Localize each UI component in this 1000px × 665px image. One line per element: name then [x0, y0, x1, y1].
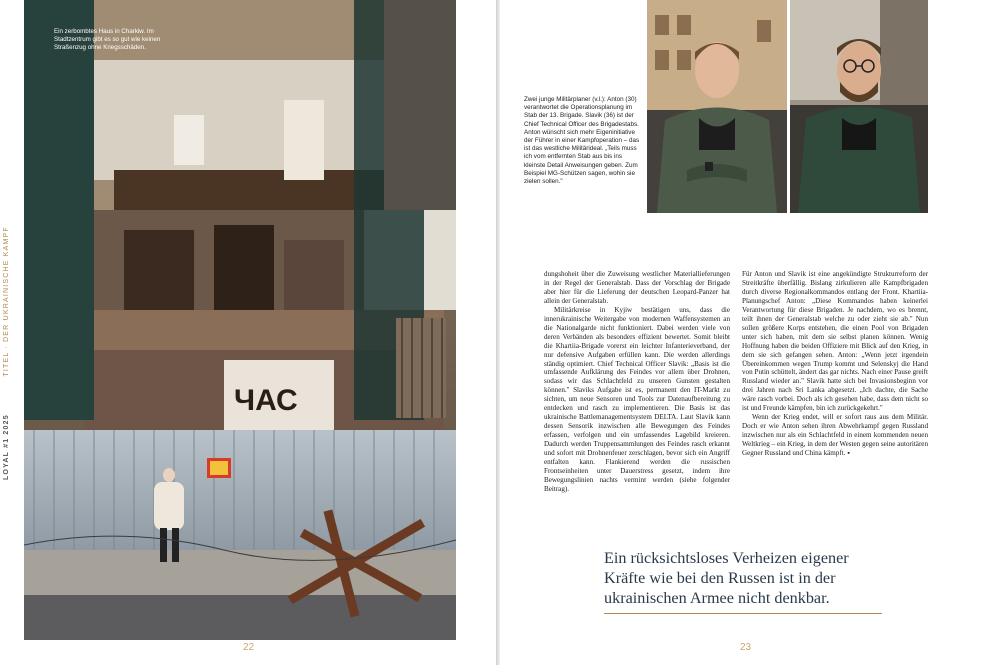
article-column-1: [544, 270, 730, 494]
bombed-house-photo: [24, 0, 456, 640]
column-1-paragraph-1: dungshoheit über die Zuweisung westlicher Materiallieferungen in der Regel der Generalstab. Dass der Vorschlag der Brigade aber hier für die Lieferung der deutschen Leopard-Panzer hat allein der Generalstab.: [544, 270, 730, 305]
page-number-left: 22: [243, 642, 255, 653]
left-page: [0, 0, 496, 665]
side-strip: [0, 0, 24, 665]
section-label: TITEL · DER UKRAINISCHE KAMPF: [3, 226, 10, 377]
page-number-right: 23: [740, 642, 752, 653]
side-running-head: [3, 226, 10, 480]
portrait-anton: [647, 0, 787, 213]
article-column-2: [742, 270, 928, 458]
column-2-paragraph-2: Wenn der Krieg endet, will er sofort raus aus dem Militär. Doch er wie Anton sehen ihren Abwehrkampf gegen Russland inzwischen nur als ein Schlachtfeld in einem kommenden neuen Weltkrieg – ein Krieg, in dem der Westen gegen seine autoritären Gegner Russland und China kämpft. ▪: [742, 413, 928, 458]
magazine-name: LOYAL #1 2025: [3, 414, 10, 480]
photo-caption: Ein zerbombtes Haus in Charkiw. Im Stadtzentrum gibt es so gut wie keinen Straßenzug ohne Kriegsschäden.: [54, 28, 161, 51]
portrait-caption: Zwei junge Militärplaner (v.l.): Anton (30) verantwortet die Operationsplanung im Stab der 13. Brigade. Slavik (36) ist der Chief Technical Officer des Brigadestabs. Anton wünscht sich mehr Eigeninitiative der Führer in einer Kampfoperation – das ist das westliche Militärideal. „Teils muss ich vom entfernten Stab aus bis ins kleinste Detail Anweisungen geben. Zum Beispiel MG-Schützen sagen, wohin sie zielen sollen.": [524, 96, 640, 186]
column-1-paragraph-2: Militärkreise in Kyjiw bestätigen uns, dass die innerukrainische Weitergabe von modernen Waffensystemen an die Nationalgarde nicht funktioniert. Dabei werden viele von deren Verbänden als besonders effizient bewertet. Somit bleibt die Khartiia-Brigade vorerst ein leichter Infanterieverband, der nur defensive Aufgaben erfüllen kann. Die werden allerdings ständig optimiert. Chief Technical Officer Slavik: „Basis ist die umfassende Aufklärung des Feindes vor allem über Drohnen, sodass wir das Schlachtfeld zu unseren Gunsten gestalten können." Slaviks Aufgabe ist es, permanent den IT-Markt zu sichten, um neue Sensoren und Tools zur Datenaufbereitung zu entdecken und rasch zu implementieren. Die Basis ist das ukrainische Battlemanagementsystem DELTA. Laut Slavik kann dessen Sensorik inzwischen alle Bewegungen des Feindes erfassen, verfolgen und ein umfassendes Lagebild kreieren. Dadurch werden Truppensammlungen des Feindes rasch erkannt und sofort mit Drohnenfeuer zerschlagen, bevor sich ein Angriff entfalten kann. Flankierend werden die russischen Frontseinheiten unter Dauerstress gesetzt, indem ihre Bewegungslinien nachts vermint werden (siehe folgender Beitrag).: [544, 305, 730, 493]
pull-quote-rule: [604, 613, 882, 614]
column-2-paragraph-1: Für Anton und Slavik ist eine angekündigte Strukturreform der Streitkräfte überfällig. Bislang zirkulieren alle Kampfbrigaden durch diverse Regionalkommandos entlang der Front. Khartiia-Planungschef Anton: „Diese Kommandos haben keinerlei Verantwortung für diese Brigaden. Je nachdem, wo es brennt, teilt ihnen der Generalstab welche zu oder zieht sie ab." Nun sollen größere Korps entstehen, die einen Pool von Brigaden unter sich haben, mit dem sie selbst planen können. Wenig Hoffnung haben die beiden Offiziere mit Blick auf den Krieg, in dem sie sich gefangen sehen. Anton: „Wenn jetzt irgendein Übereinkommen wegen Trump kommt und Selenskyj die Hand von Putin schüttelt, ändert das gar nichts. Nach einer Pause greift Russland wieder an." Slavik hatte sich bei Invasionsbeginn vor drei Jahren nach Sri Lanka abgesetzt. „Ich dachte, die Sache wäre rasch vorbei. Doch als ich gesehen habe, dass dem nicht so ist und Freunde kämpfen, bin ich zurückgekehrt.": [742, 270, 928, 413]
right-page: [500, 0, 1000, 665]
pull-quote: Ein rücksichtsloses Verheizen eigener Kräfte wie bei den Russen ist in der ukrainischen Armee nicht denkbar.: [604, 549, 849, 607]
portrait-slavik: [790, 0, 928, 213]
wall-graffiti: ЧАС: [234, 384, 298, 417]
